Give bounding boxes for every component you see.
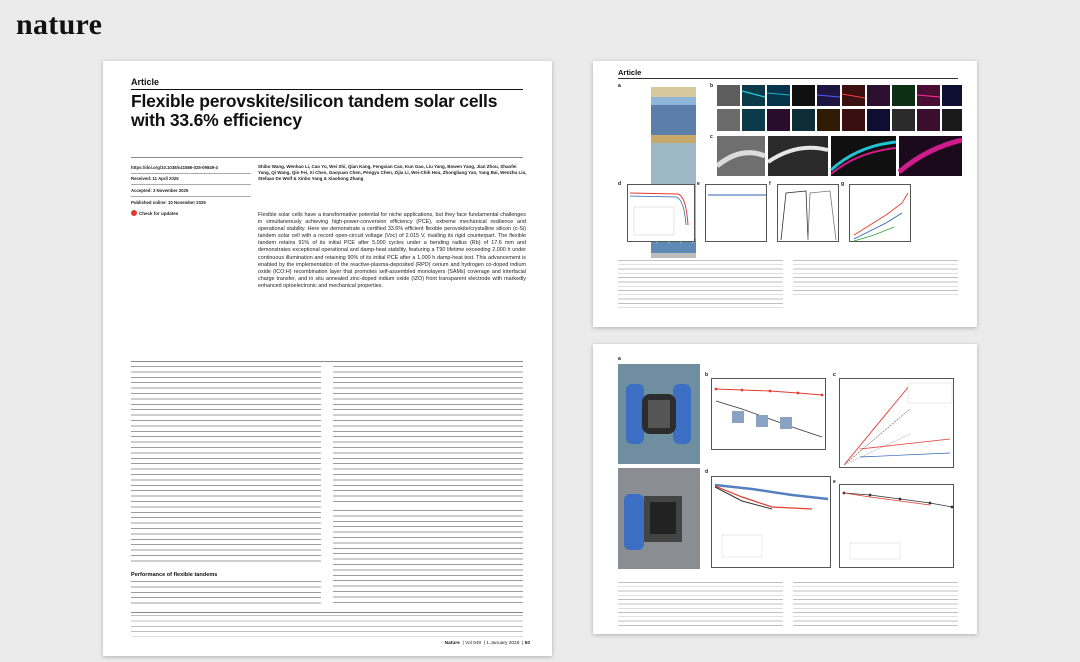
journal-logo[interactable]: nature [16, 8, 103, 41]
doi-link[interactable]: https://doi.org/10.1038/s41586-025-09849-4 [131, 165, 218, 170]
affiliations-footnote [131, 615, 523, 637]
abstract: Flexible solar cells have a transformative potential for niche applications, but they face fundamental challenges in simultaneously achieving high-power-conversion efficiency (PCE), extreme mechanical resilience and operational stability. Here we demonstrate a certified 33.6% efficient flexible perovskite/crystalline silicon (c-Si) tandem solar cell with a record open-circuit voltage (Voc) of 2.015 V, rivalling its rigid counterpart. The flexible tandem retains 91% of its initial PCE after 5,000 cycles under a bending radius (Rb) of 17.6 mm and demonstrates exceptional operational and damp-heat stability, featuring a T90 lifetime exceeding 2,000 h under continuous illumination and retaining 90% of its initial PCE after a 1,000 h damp-heat test. This advancement is enabled by the implementation of the reactive-plasma-deposited (RPD) cerium and hydrogen co-doped indium oxide (ICO:H) recombination layer that promotes self-assembled monolayers (SAMs) coverage and interfacial charge transfer, and in situ annealed zinc-doped indium oxide (IZO) front transparent electrode with markedly enhanced optoelectronic and mechanical properties. [258, 212, 526, 289]
panel-label: e [833, 479, 836, 485]
footer-volume: Vol 649 [465, 641, 482, 646]
accepted-date: Accepted: 3 November 2025 [131, 188, 189, 193]
section-heading: Performance of flexible tandems [131, 572, 218, 578]
received-date: Received: 11 April 2025 [131, 176, 179, 181]
figure-1-caption-right [793, 260, 958, 295]
article-label: Article [131, 77, 160, 87]
mpp-stability-plot [711, 476, 831, 568]
panel-label: f [769, 181, 771, 187]
footnote-divider [131, 612, 523, 613]
panel-label: e [697, 181, 700, 187]
panel-label: c [710, 134, 713, 140]
header-divider [131, 157, 523, 158]
check-for-updates-label: Check for updates [139, 210, 179, 216]
mpp-tracking-plot [705, 184, 767, 242]
body-text-column-right-lower [333, 510, 523, 607]
update-badge-icon [131, 210, 137, 216]
eds-map-grid [717, 85, 962, 131]
meta-divider [131, 173, 251, 174]
panel-label: a [618, 356, 621, 362]
header-rule [618, 78, 958, 79]
panel-label: g [841, 181, 845, 187]
panel-label: c [833, 372, 836, 378]
body-text-column-left [131, 366, 321, 566]
figure-1-page [593, 61, 977, 327]
article-title: Flexible perovskite/silicon tandem solar cells with 33.6% efficiency [131, 91, 498, 130]
figure-2-page [593, 344, 977, 634]
title-rule [131, 89, 523, 90]
footer-page: 50 [524, 641, 530, 646]
abstract-divider [131, 361, 523, 362]
figure-2-caption-left [618, 582, 783, 628]
author-list: Shibo Wang, Wenhao Li, Cao Yu, Wei Shi, Qian Kang, Fengxian Cao, Kun Gao, Liu Yang, Bowen Yang, Jian Zhou, Shaofei Yang, Qi Wang, Qin Fei, Xi Chen, Gaoyuan Chen, Pengyu Chen, Zijia Li, Wei-Chih Hsu, Zhongliang Yan, Yang Bai, Wenzhu Liu, Stefaan De Wolf & Xinbo Yang & Xiaohong Zhang [258, 164, 527, 181]
meta-divider [131, 184, 251, 185]
footer-date: 1 January 2026 [486, 641, 520, 646]
published-date: Published online: 10 November 2025 [131, 200, 206, 205]
eqe-plot [777, 184, 839, 242]
panel-label: b [705, 372, 709, 378]
power-comparison-plot [839, 378, 954, 468]
panel-label: d [618, 181, 622, 187]
panel-label: a [618, 83, 621, 89]
damp-heat-plot [839, 484, 954, 568]
panel-label: b [710, 83, 714, 89]
body-text-column-right [333, 366, 523, 505]
pce-record-plot [849, 184, 911, 242]
check-for-updates-link[interactable] [131, 210, 178, 216]
flexible-device-photos [618, 364, 700, 569]
page-footer: Nature | Vol 649 | 1 January 2026 | 50 [444, 641, 530, 646]
article-first-page [103, 61, 552, 656]
article-label: Article [618, 68, 642, 77]
tem-image-row [717, 136, 962, 176]
body-text-section [131, 581, 321, 608]
figure-1-caption-left [618, 260, 783, 310]
bending-cycle-plot [711, 378, 826, 450]
jv-curve-plot [627, 184, 695, 242]
figure-2-caption-right [793, 582, 958, 628]
footer-journal: Nature [444, 641, 460, 646]
meta-divider [131, 196, 251, 197]
panel-label: d [705, 469, 709, 475]
